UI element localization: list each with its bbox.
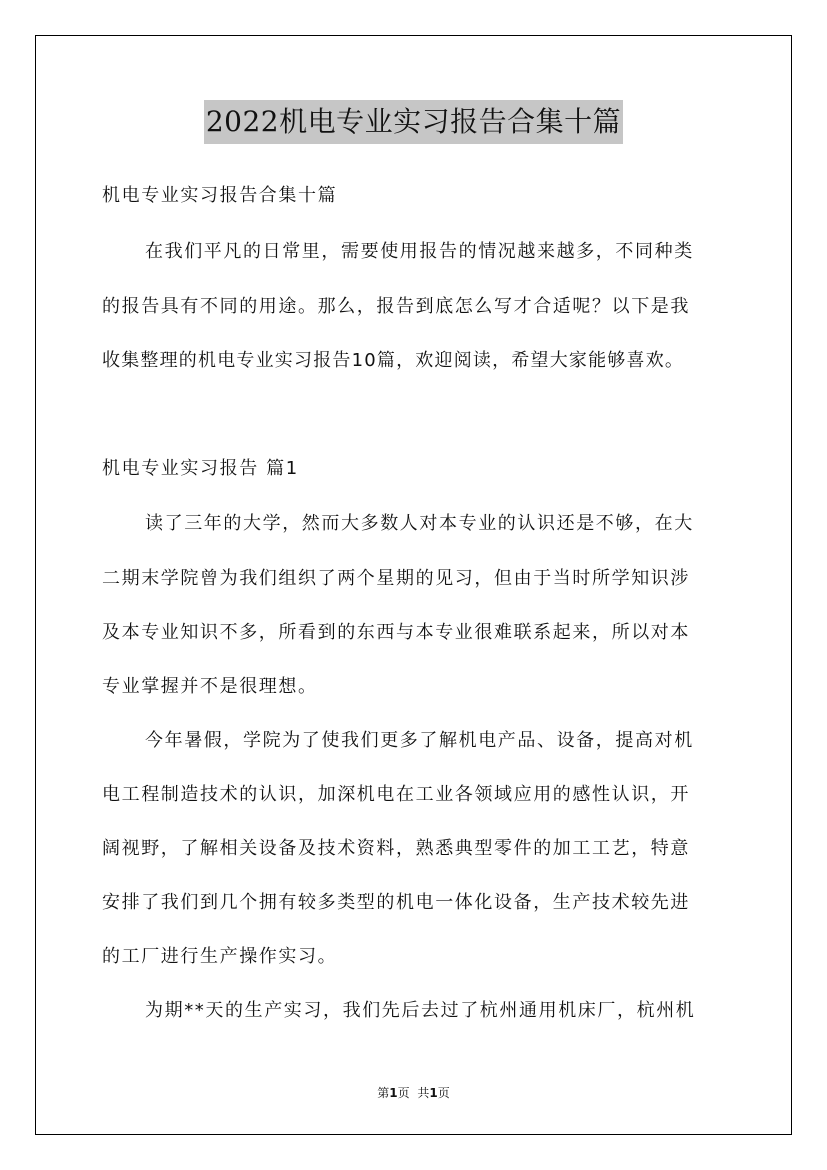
footer-total-prefix: 共 — [417, 1086, 430, 1100]
para2-line-1: 今年暑假，学院为了使我们更多了解机电产品、设备，提高对机 — [145, 730, 694, 751]
section-heading: 机电专业实习报告 篇1 — [102, 458, 299, 479]
para2-line-3: 阔视野，了解相关设备及技术资料，熟悉典型零件的加工工艺，特意 — [102, 838, 690, 859]
footer-page-suffix: 页 — [397, 1086, 410, 1100]
intro-line-1: 在我们平凡的日常里，需要使用报告的情况越来越多，不同种类 — [145, 241, 694, 262]
para1-line-1: 读了三年的大学，然而大多数人对本专业的认识还是不够，在大 — [145, 513, 694, 534]
footer-total-suffix: 页 — [437, 1086, 450, 1100]
footer-total-number: 1 — [429, 1086, 438, 1100]
para2-line-2: 电工程制造技术的认识，加深机电在工业各领域应用的感性认识，开 — [102, 784, 690, 805]
para3-line-1: 为期**天的生产实习，我们先后去过了杭州通用机床厂，杭州机 — [145, 1000, 696, 1021]
document-subtitle: 机电专业实习报告合集十篇 — [102, 185, 338, 206]
page-footer — [0, 1084, 827, 1101]
document-title: 2022机电专业实习报告合集十篇 — [204, 100, 623, 144]
intro-line-2: 的报告具有不同的用途。那么，报告到底怎么写才合适呢？以下是我 — [102, 296, 690, 317]
para2-line-4: 安排了我们到几个拥有较多类型的机电一体化设备，生产技术较先进 — [102, 892, 690, 913]
title-container — [0, 100, 827, 144]
para2-line-5: 的工厂进行生产操作实习。 — [102, 946, 338, 967]
para1-line-4: 专业掌握并不是很理想。 — [102, 676, 318, 697]
para1-line-3: 及本专业知识不多，所看到的东西与本专业很难联系起来，所以对本 — [102, 622, 690, 643]
footer-page-number: 1 — [389, 1086, 398, 1100]
footer-page-prefix: 第 — [377, 1086, 390, 1100]
para1-line-2: 二期末学院曾为我们组织了两个星期的见习，但由于当时所学知识涉 — [102, 568, 690, 589]
intro-line-3: 收集整理的机电专业实习报告10篇，欢迎阅读，希望大家能够喜欢。 — [102, 350, 685, 371]
